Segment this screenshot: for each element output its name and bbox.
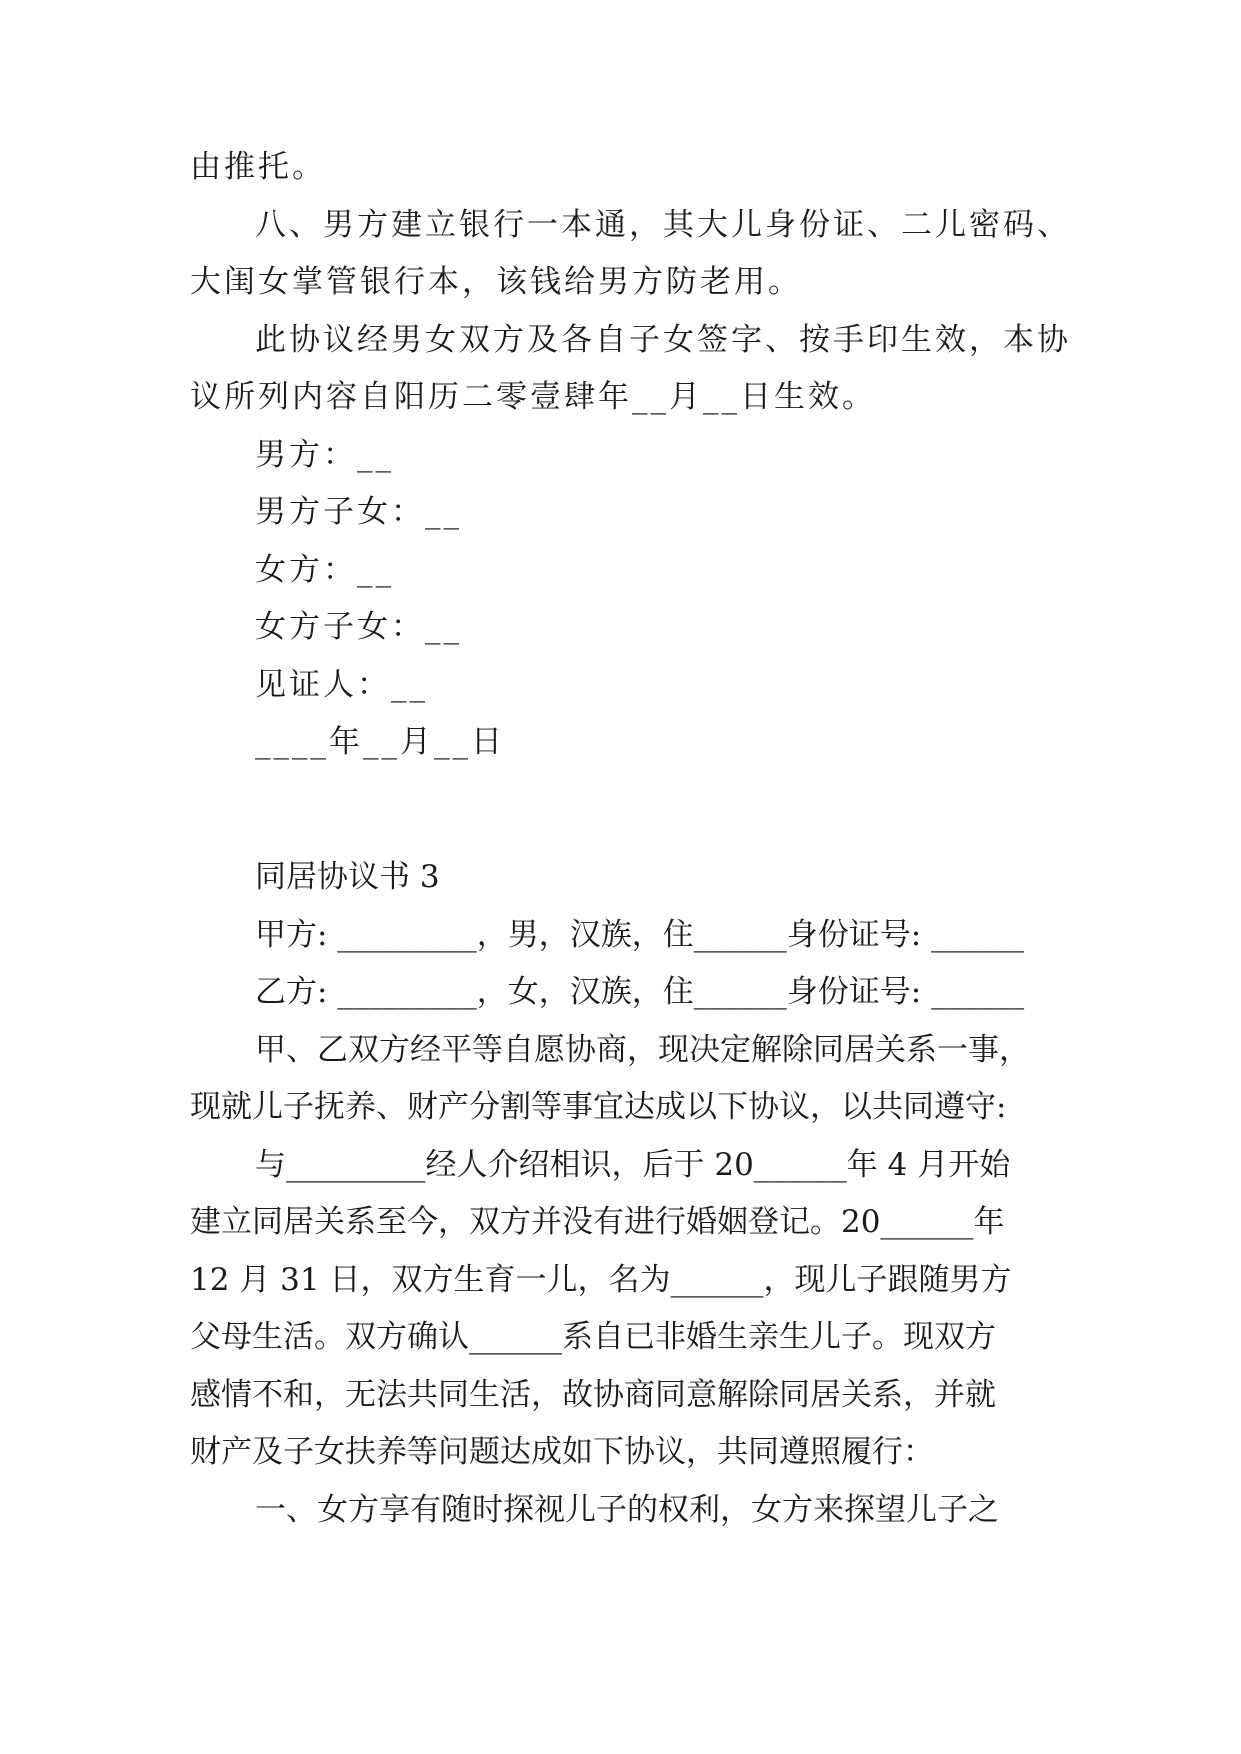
date-line: ____年__月__日 bbox=[255, 724, 505, 760]
paragraph-line: 甲、乙双方经平等自愿协商，现决定解除同居关系一事， bbox=[255, 1032, 1030, 1068]
paragraph-line: 此协议经男女双方及各自子女签字、按手印生效，本协 bbox=[255, 322, 1071, 358]
paragraph-line: 议所列内容自阳历二零壹肆年__月__日生效。 bbox=[190, 379, 876, 415]
paragraph-line: 现就儿子抚养、财产分割等事宜达成以下协议，以共同遵守: bbox=[190, 1089, 1007, 1125]
signature-line-female-children: 女方子女：__ bbox=[255, 609, 462, 645]
paragraph-line: 感情不和，无法共同生活，故协商同意解除同居关系，并就 bbox=[190, 1377, 996, 1413]
paragraph-line: 建立同居关系至今，双方并没有进行婚姻登记。20______年 bbox=[190, 1204, 1005, 1240]
signature-line-female: 女方：__ bbox=[255, 552, 394, 588]
paragraph-line: 12 月 31 日，双方生育一儿，名为______，现儿子跟随男方 bbox=[190, 1262, 1012, 1298]
party-a-line: 甲方: _________，男，汉族，住______身份证号: ______ bbox=[255, 917, 1025, 953]
signature-line-male: 男方：__ bbox=[255, 437, 394, 473]
paragraph-line: 财产及子女扶养等问题达成如下协议，共同遵照履行： bbox=[190, 1434, 934, 1470]
party-b-line: 乙方: _________，女，汉族，住______身份证号: ______ bbox=[255, 974, 1025, 1010]
signature-line-witness: 见证人：__ bbox=[255, 667, 428, 703]
signature-line-male-children: 男方子女：__ bbox=[255, 494, 462, 530]
paragraph-line: 由推托。 bbox=[190, 149, 326, 185]
section-title: 同居协议书 3 bbox=[255, 859, 440, 895]
paragraph-line: 与_________经人介绍相识，后于 20______年 4 月开始 bbox=[255, 1147, 1011, 1183]
paragraph-line: 大闺女掌管银行本，该钱给男方防老用。 bbox=[190, 264, 802, 300]
paragraph-line: 一、女方享有随时探视儿子的权利，女方来探望儿子之 bbox=[255, 1492, 999, 1528]
paragraph-line: 父母生活。双方确认______系自已非婚生亲生儿子。现双方 bbox=[190, 1319, 996, 1355]
paragraph-line: 八、男方建立银行一本通，其大儿身份证、二儿密码、 bbox=[255, 207, 1071, 243]
